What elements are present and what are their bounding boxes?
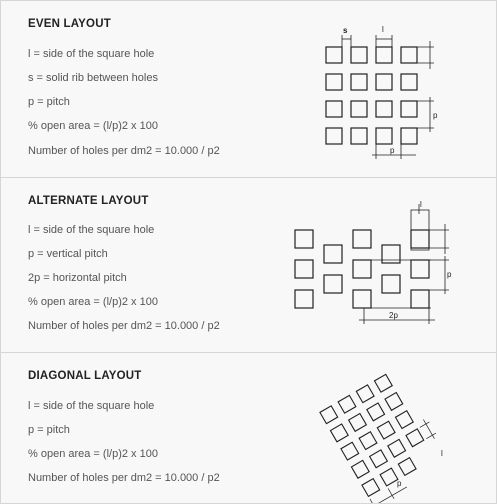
label-l: l [441, 449, 443, 458]
label-l: l [420, 200, 422, 209]
even-layout-diagram [316, 19, 456, 164]
alternate-layout-diagram [289, 200, 469, 330]
list-item: p = pitch [28, 96, 70, 108]
label-p: p [397, 479, 402, 488]
diagonal-layout-section [1, 353, 496, 503]
label-p-bottom: p [390, 146, 395, 155]
label-p-right: p [433, 111, 438, 120]
list-item: % open area = (l/p)2 x 100 [28, 296, 158, 308]
list-item: Number of holes per dm2 = 10.000 / p2 [28, 320, 220, 332]
diagonal-layout-diagram [319, 369, 459, 503]
list-item: p = pitch [28, 424, 70, 436]
list-item: l = side of the square hole [28, 224, 155, 236]
label-l: l [382, 25, 384, 34]
section-title: EVEN LAYOUT [28, 18, 111, 30]
label-s: s [343, 26, 348, 35]
list-item: p = vertical pitch [28, 248, 108, 260]
list-item: Number of holes per dm2 = 10.000 / p2 [28, 145, 220, 157]
list-item: % open area = (l/p)2 x 100 [28, 120, 158, 132]
section-title: ALTERNATE LAYOUT [28, 195, 149, 207]
hole-grid [295, 230, 429, 308]
list-item: l = side of the square hole [28, 400, 155, 412]
alternate-layout-section [1, 178, 496, 353]
label-p-right: p [447, 270, 452, 279]
even-layout-section [1, 1, 496, 178]
list-item: s = solid rib between holes [28, 72, 158, 84]
list-item: 2p = horizontal pitch [28, 272, 127, 284]
list-item: Number of holes per dm2 = 10.000 / p2 [28, 472, 220, 484]
section-title: DIAGONAL LAYOUT [28, 370, 142, 382]
hole-grid [326, 47, 417, 144]
list-item: % open area = (l/p)2 x 100 [28, 448, 158, 460]
list-item: l = side of the square hole [28, 48, 155, 60]
hole-grid [319, 369, 454, 503]
label-2p-bottom: 2p [389, 311, 398, 320]
